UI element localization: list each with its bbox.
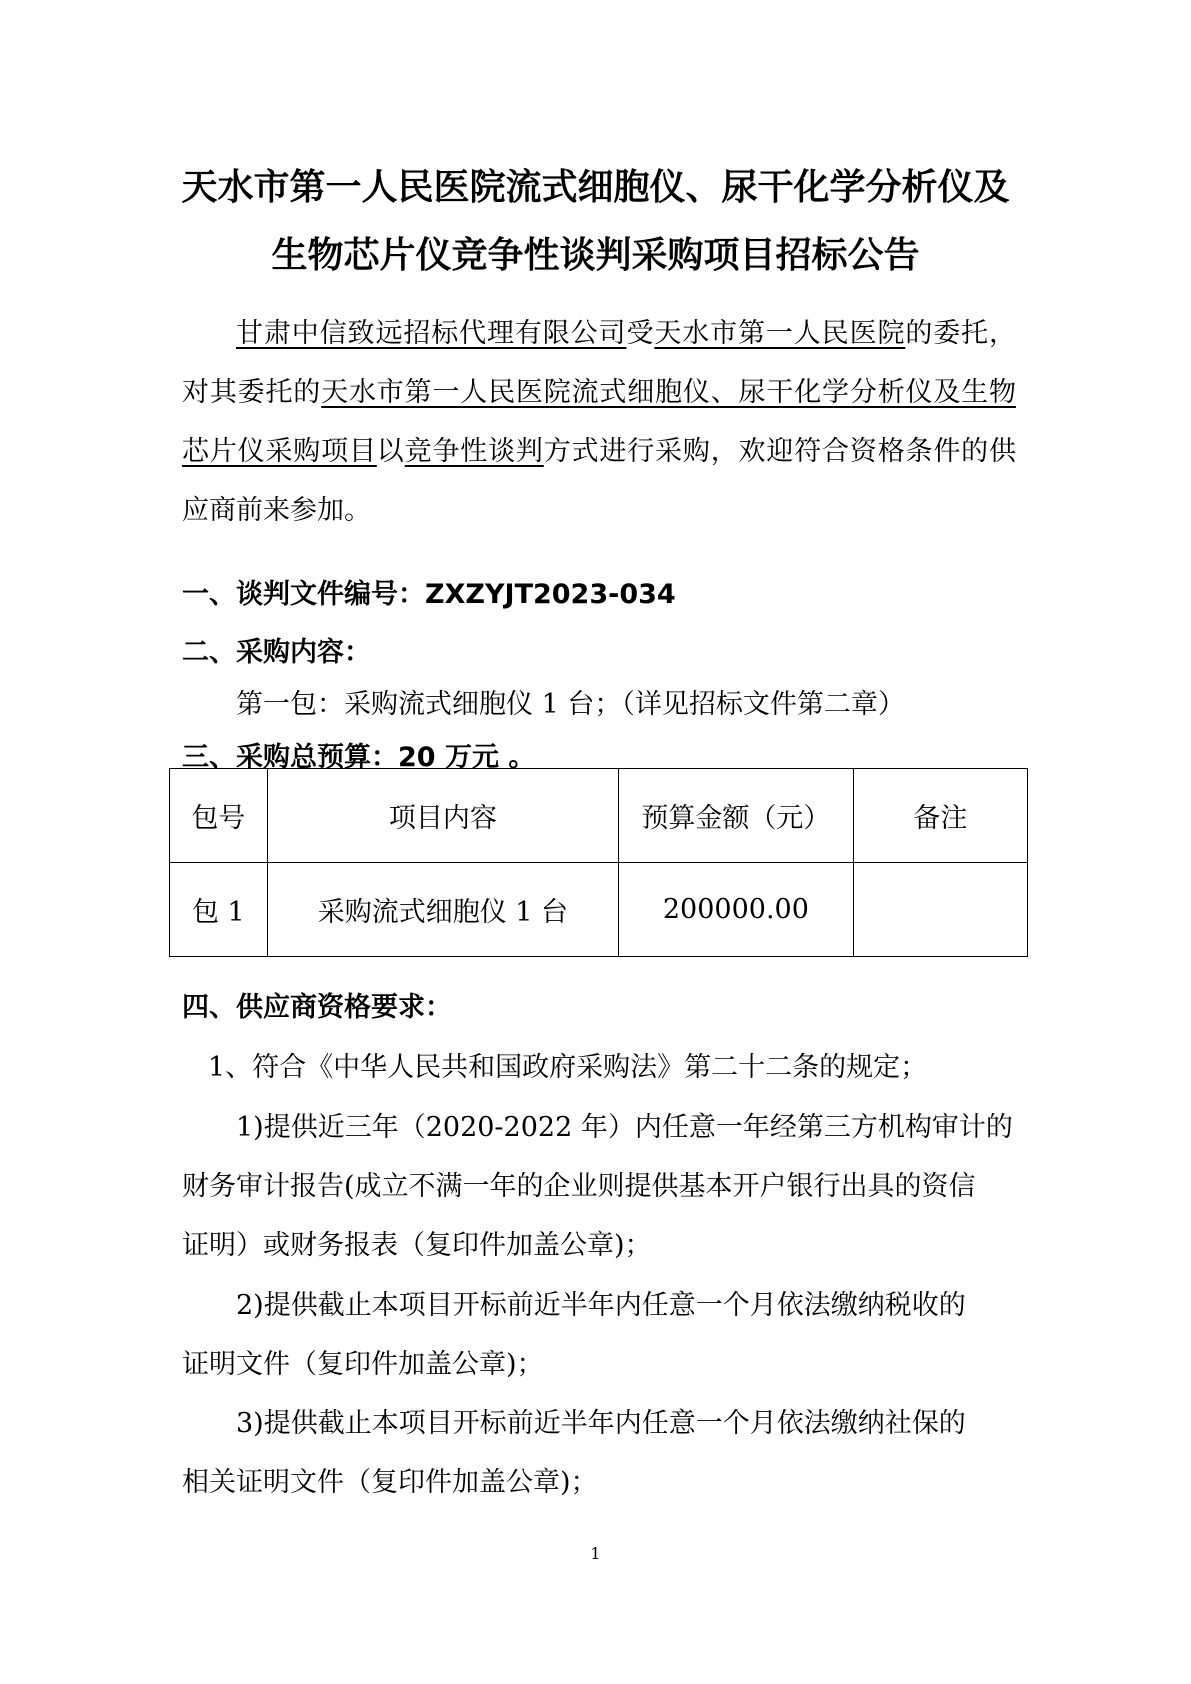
- sub-requirement-1-line-2: 财务审计报告(成立不满一年的企业则提供基本开户银行出具的资信: [182, 1171, 976, 1202]
- section-2-heading: 二、采购内容：: [182, 637, 371, 668]
- table-header-cell: 备注: [853, 769, 1027, 863]
- section-4-heading: 四、供应商资格要求：: [182, 992, 452, 1023]
- agent-name: 甘肃中信致远招标代理有限公司: [236, 318, 627, 349]
- package-description: 第一包：采购流式细胞仪 1 台；（详见招标文件第二章）: [236, 689, 905, 720]
- table-cell: 包 1: [170, 863, 268, 957]
- document-title-line-1: 天水市第一人民医院流式细胞仪、尿干化学分析仪及: [181, 167, 1010, 208]
- project-name: 天水市第一人民医院流式细胞仪、尿干化学分析仪及生物芯片仪采购项目: [182, 377, 1017, 467]
- table-header-row: [170, 769, 1028, 863]
- intro-paragraph: [182, 304, 1016, 540]
- intro-text-3: 以: [376, 436, 405, 467]
- sub-requirement-3-line-1: 3)提供截止本项目开标前近半年内任意一个月依法缴纳社保的: [236, 1408, 966, 1439]
- section-1-heading: 一、谈判文件编号：ZXZYJT2023-034: [182, 579, 676, 610]
- table-header-cell: 项目内容: [267, 769, 618, 863]
- client-name: 天水市第一人民医院: [654, 318, 906, 349]
- intro-text-2: 的委托，对其委托的: [182, 318, 1017, 408]
- requirement-1: 1、符合《中华人民共和国政府采购法》第二十二条的规定；: [208, 1052, 928, 1083]
- table-header-cell: 预算金额（元）: [619, 769, 854, 863]
- document-title-line-2: 生物芯片仪竞争性谈判采购项目招标公告: [271, 235, 920, 276]
- budget-table: [169, 768, 1028, 957]
- intro-text-1: 受: [626, 318, 655, 349]
- sub-requirement-1-line-1: 1)提供近三年（2020-2022 年）内任意一年经第三方机构审计的: [236, 1112, 1013, 1143]
- table-cell: 采购流式细胞仪 1 台: [267, 863, 618, 957]
- page-number: 1: [590, 1544, 601, 1563]
- table-header-cell: 包号: [170, 769, 268, 863]
- table-cell: 200000.00: [619, 863, 854, 957]
- sub-requirement-2-line-1: 2)提供截止本项目开标前近半年内任意一个月依法缴纳税收的: [236, 1290, 966, 1321]
- sub-requirement-2-line-2: 证明文件（复印件加盖公章)；: [182, 1349, 544, 1380]
- table-row: [170, 863, 1028, 957]
- procurement-method: 竞争性谈判: [404, 436, 544, 467]
- section-3-heading: 三、采购总预算：20 万元 。: [182, 742, 536, 773]
- table-cell: [853, 863, 1027, 957]
- sub-requirement-3-line-2: 相关证明文件（复印件加盖公章)；: [182, 1467, 598, 1498]
- sub-requirement-1-line-3: 证明）或财务报表（复印件加盖公章)；: [182, 1230, 652, 1261]
- intro-text-4: 方式进行采购，欢迎符合资格条件的供应商前来参加。: [182, 436, 1017, 526]
